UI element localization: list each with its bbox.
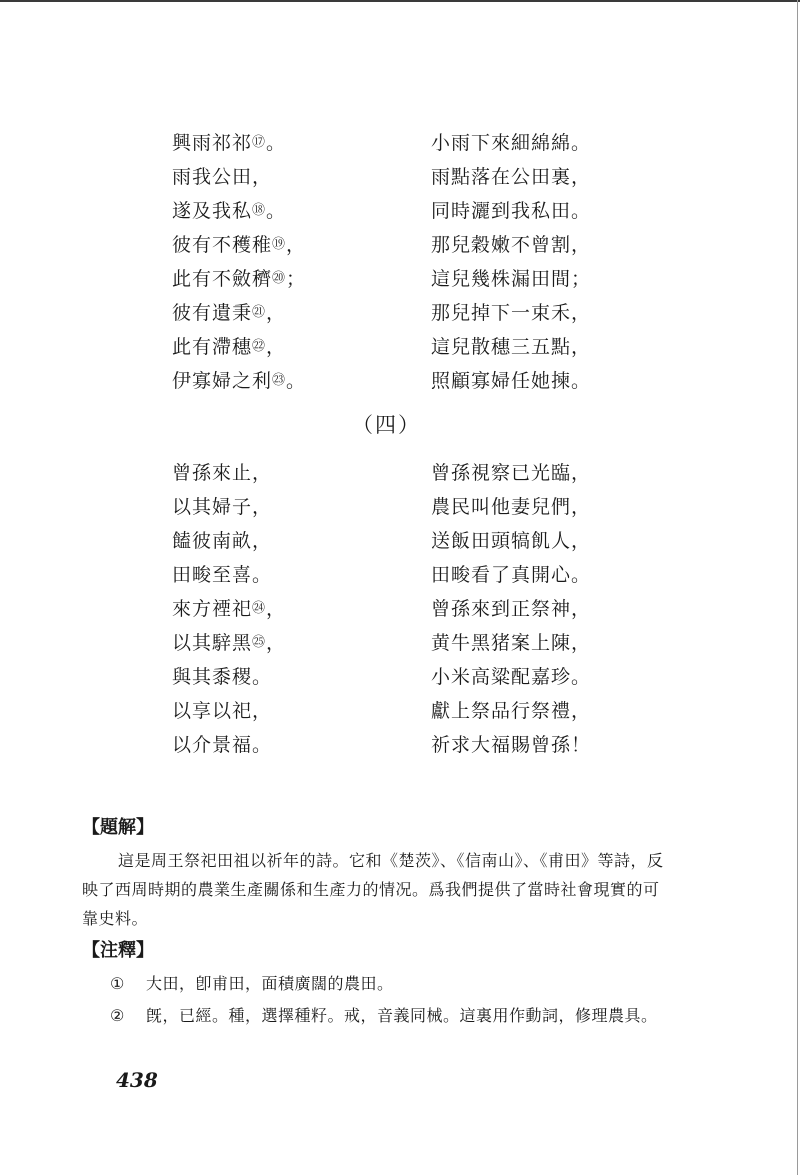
- page-number: 438: [116, 1068, 158, 1092]
- original-verse: 彼有不穫稚⑲，: [172, 234, 307, 256]
- original-verse: 此有滯穗㉒，: [172, 336, 287, 358]
- original-verse: 以享以祀，: [172, 700, 273, 722]
- original-verse: 遂及我私⑱。: [172, 200, 287, 222]
- poem-line: [0, 594, 800, 628]
- note-number: ②: [110, 1006, 125, 1025]
- poem-line: [0, 458, 800, 492]
- original-verse: 以介景福。: [172, 734, 273, 756]
- original-verse: 與其黍稷。: [172, 666, 273, 688]
- translation-verse: 祈求大福賜曾孫！: [431, 734, 592, 756]
- note-marker: ⑱: [252, 203, 267, 218]
- original-verse: 雨我公田，: [172, 166, 273, 188]
- translation-verse: 雨點落在公田裏，: [431, 166, 592, 188]
- note-marker: ㉔: [252, 601, 267, 616]
- notes-heading: 【注釋】: [82, 940, 154, 961]
- original-verse: 來方禋祀㉔，: [172, 598, 287, 620]
- poem-line: [0, 526, 800, 560]
- poem-line: [0, 662, 800, 696]
- poem-stanza-4: [0, 458, 800, 764]
- original-verse: 曾孫來止，: [172, 462, 273, 484]
- original-verse: 彼有遺秉㉑，: [172, 302, 287, 324]
- original-verse: 此有不斂穧⑳；: [172, 268, 307, 290]
- original-verse: 以其婦子，: [172, 496, 273, 518]
- poem-line: [0, 492, 800, 526]
- poem-line: [0, 366, 800, 400]
- translation-verse: 小雨下來細綿綿。: [431, 132, 592, 154]
- original-verse: 以其騂黑㉕，: [172, 632, 287, 654]
- poem-line: [0, 264, 800, 298]
- original-verse: 饁彼南畝，: [172, 530, 273, 552]
- note-number: ①: [110, 974, 125, 993]
- translation-verse: 這兒散穗三五點，: [431, 336, 592, 358]
- translation-verse: 那兒穀嫩不曾割，: [431, 234, 592, 256]
- poem-line: [0, 298, 800, 332]
- translation-verse: 曾孫視察已光臨，: [431, 462, 592, 484]
- poem-line: [0, 696, 800, 730]
- note-text: 旣，已經。種，選擇種籽。戒，音義同械。這裏用作動詞，修理農具。: [146, 1006, 658, 1025]
- translation-verse: 小米高粱配嘉珍。: [431, 666, 592, 688]
- poem-stanza-3: [0, 128, 800, 400]
- explanation-heading: 【題解】: [82, 817, 154, 838]
- translation-verse: 獻上祭品行祭禮，: [431, 700, 592, 722]
- stanza-title: （四）: [352, 413, 421, 437]
- note-marker: ㉕: [252, 635, 267, 650]
- poem-line: [0, 230, 800, 264]
- translation-verse: 田畯看了真開心。: [431, 564, 592, 586]
- original-verse: 田畯至喜。: [172, 564, 273, 586]
- note-marker: ㉓: [272, 373, 287, 388]
- original-verse: 伊寡婦之利㉓。: [172, 370, 307, 392]
- note-marker: ⑳: [272, 271, 287, 286]
- translation-verse: 黄牛黑猪案上陳，: [431, 632, 592, 654]
- translation-verse: 農民叫他妻兒們，: [431, 496, 592, 518]
- poem-line: [0, 560, 800, 594]
- note-marker: ㉒: [252, 339, 267, 354]
- poem-line: [0, 128, 800, 162]
- translation-verse: 送飯田頭犒飢人，: [431, 530, 592, 552]
- poem-line: [0, 730, 800, 764]
- note-marker: ⑰: [252, 135, 267, 150]
- poem-line: [0, 628, 800, 662]
- translation-verse: 同時灑到我私田。: [431, 200, 592, 222]
- translation-verse: 這兒幾株漏田間；: [431, 268, 592, 290]
- note-text: 大田，卽甫田，面積廣闊的農田。: [146, 974, 394, 993]
- translation-verse: 曾孫來到正祭神，: [431, 598, 592, 620]
- note-marker: ⑲: [272, 237, 287, 252]
- note-item: [110, 968, 670, 999]
- note-marker: ㉑: [252, 305, 267, 320]
- original-verse: 興雨祁祁⑰。: [172, 132, 287, 154]
- translation-verse: 照顧寡婦任她揀。: [431, 370, 592, 392]
- top-border: [0, 0, 800, 2]
- explanation-paragraph: 這是周王祭祀田祖以祈年的詩。它和《楚茨》、《信南山》、《甫田》等詩，反映了西周時期的農業生產關係和生產力的情况。爲我們提供了當時社會現實的可靠史料。: [82, 851, 664, 928]
- note-item: [110, 1000, 670, 1031]
- poem-line: [0, 332, 800, 366]
- translation-verse: 那兒掉下一束禾，: [431, 302, 592, 324]
- poem-line: [0, 162, 800, 196]
- poem-line: [0, 196, 800, 230]
